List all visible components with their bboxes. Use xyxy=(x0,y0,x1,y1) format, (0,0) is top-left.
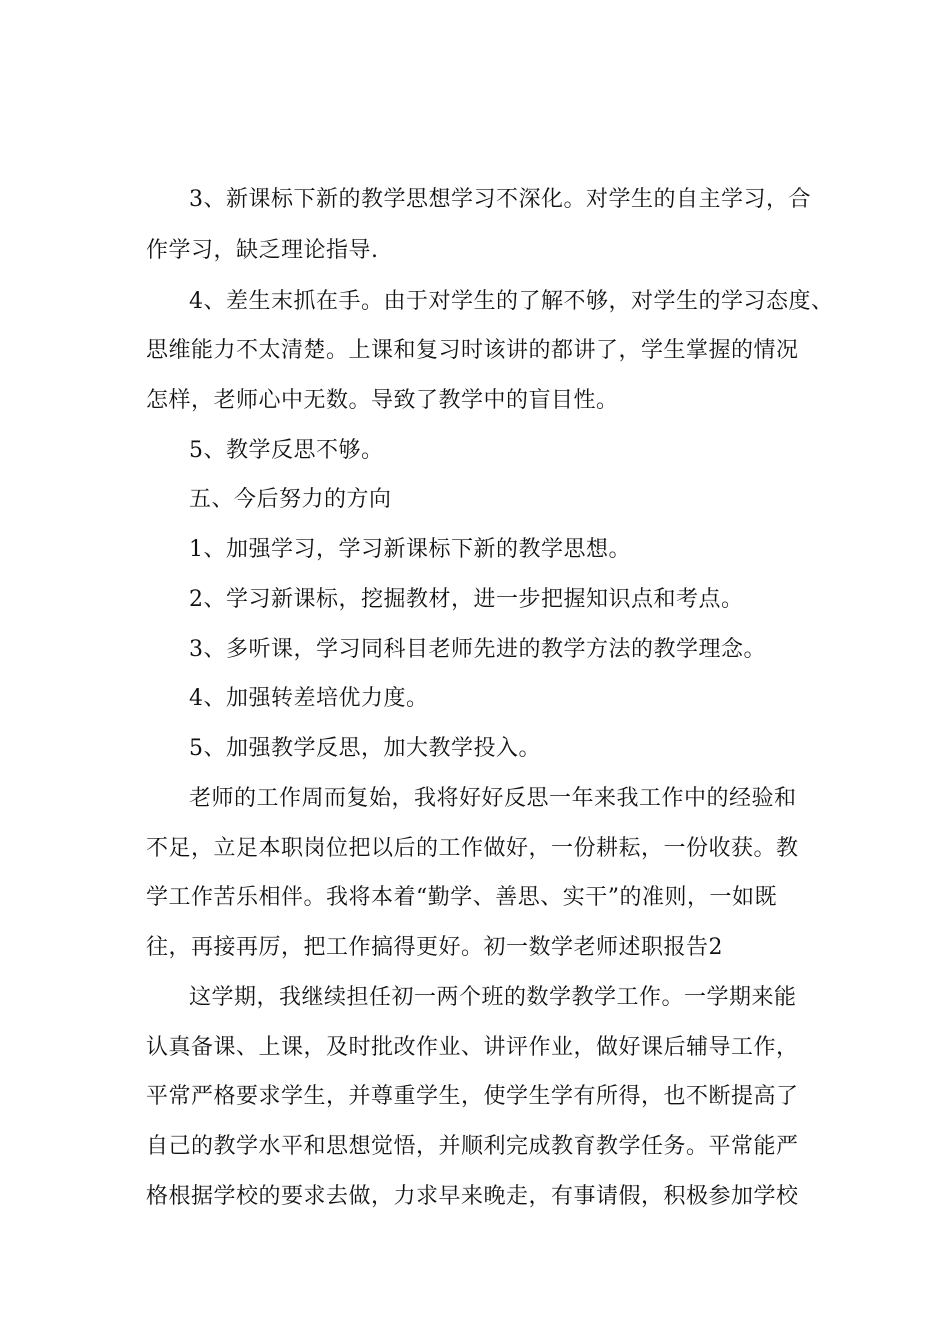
text-line: 5、教学反思不够。 xyxy=(189,438,384,463)
text-line: 4、差生末抓在手。由于对学生的了解不够，对学生的学习态度、 xyxy=(189,289,834,314)
text-line: 格根据学校的要求去做，力求早来晚走，有事请假，积极参加学校 xyxy=(146,1184,799,1209)
text-line: 老师的工作周而复始，我将好好反思一年来我工作中的经验和 xyxy=(189,786,797,811)
text-line: 作学习，缺乏理论指导. xyxy=(146,238,379,263)
text-line: 1、加强学习，学习新课标下新的教学思想。 xyxy=(189,537,631,562)
text-line: 不足，立足本职岗位把以后的工作做好，一份耕耘，一份收获。教 xyxy=(146,836,799,861)
text-line: 怎样，老师心中无数。导致了教学中的盲目性。 xyxy=(146,388,619,413)
text-line: 这学期，我继续担任初一两个班的数学教学工作。一学期来能 xyxy=(189,985,797,1010)
text-line: 3、多听课，学习同科目老师先进的教学方法的教学理念。 xyxy=(189,637,766,662)
text-line: 学工作苦乐相伴。我将本着“勤学、善思、实干”的准则，一如既 xyxy=(146,885,777,910)
text-line: 2、学习新课标，挖掘教材，进一步把握知识点和考点。 xyxy=(189,587,744,612)
text-line: 自己的教学水平和思想觉悟，并顺利完成教育教学任务。平常能严 xyxy=(146,1134,799,1159)
text-line: 认真备课、上课，及时批改作业、讲评作业，做好课后辅导工作， xyxy=(146,1035,799,1060)
text-line: 4、加强转差培优力度。 xyxy=(189,686,429,711)
text-line: 平常严格要求学生，并尊重学生，使学生学有所得，也不断提高了 xyxy=(146,1084,799,1109)
section-heading: 五、今后努力的方向 xyxy=(189,487,392,512)
text-line: 思维能力不太清楚。上课和复习时该讲的都讲了，学生掌握的情况 xyxy=(146,338,799,363)
text-line: 5、加强教学反思，加大教学投入。 xyxy=(189,736,541,761)
text-line: 3、新课标下新的教学思想学习不深化。对学生的自主学习，合 xyxy=(189,187,811,212)
text-line: 往，再接再厉，把工作搞得更好。初一数学老师述职报告2 xyxy=(146,935,723,960)
